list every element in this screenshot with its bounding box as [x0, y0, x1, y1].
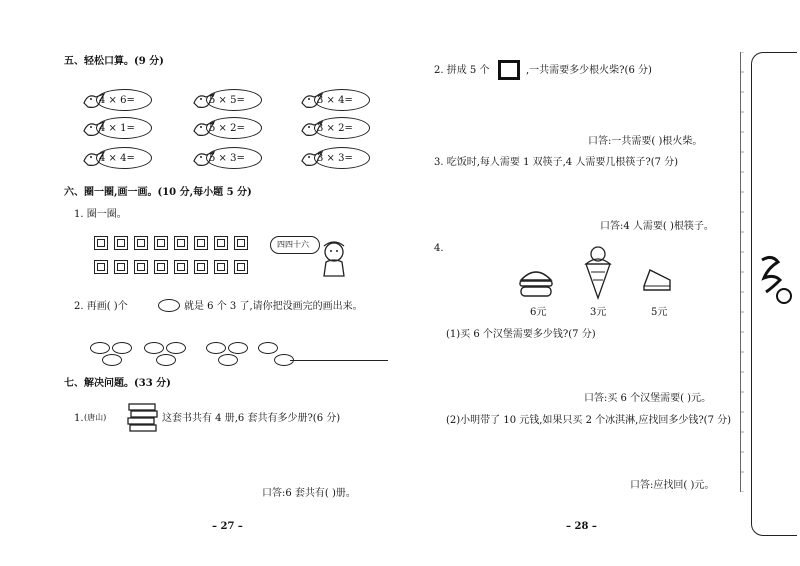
expression: 5 × 5=	[209, 95, 245, 106]
cup-icon	[94, 260, 108, 274]
egg-icon	[206, 342, 226, 354]
egg-icon	[156, 354, 176, 366]
cup-icon	[194, 236, 208, 250]
answer-chopsticks[interactable]: 口答:4 人需要( )根筷子。	[600, 221, 714, 232]
expression: 4 × 4=	[99, 153, 135, 164]
expression: 4 × 1=	[99, 123, 135, 134]
price-hamburger: 6元	[530, 307, 547, 318]
ruler-ticks	[740, 52, 746, 492]
bird-expression	[192, 88, 292, 114]
matchstick-square-icon	[498, 60, 520, 80]
egg-icon	[228, 342, 248, 354]
cup-icon	[194, 260, 208, 274]
egg-icon	[112, 342, 132, 354]
side-logo	[758, 252, 794, 312]
cup-icon	[114, 236, 128, 250]
bird-expression	[300, 116, 400, 142]
question-number-4: 4.	[434, 243, 444, 254]
expression: 3 × 4=	[317, 95, 353, 106]
cup-icon	[114, 260, 128, 274]
question-matchsticks-a: 2. 拼成 5 个	[434, 65, 490, 76]
cup-icon	[174, 260, 188, 274]
egg-icon	[144, 342, 164, 354]
egg-icon	[166, 342, 186, 354]
page-number-right: – 28 –	[566, 521, 597, 532]
question-draw-b: 就是 6 个 3 了,请你把没画完的画出来。	[184, 301, 363, 312]
child-icon	[316, 240, 350, 280]
section5-title: 五、轻松口算。(9 分)	[64, 56, 164, 67]
cup-icon	[154, 260, 168, 274]
hamburger-icon	[518, 264, 554, 300]
bird-expression	[82, 88, 182, 114]
section7-title: 七、解决问题。(33 分)	[64, 378, 171, 389]
cup-icon	[154, 236, 168, 250]
egg-icon	[258, 342, 278, 354]
question-matchsticks-b: ,一共需要多少根火柴?(6 分)	[526, 65, 652, 76]
price-cake: 5元	[651, 307, 668, 318]
cup-icon	[214, 236, 228, 250]
bird-expression	[300, 88, 400, 114]
egg-shape-icon	[158, 299, 180, 312]
question-books: 这套书共有 4 册,6 套共有多少册?(6 分)	[162, 413, 341, 424]
bird-expression	[192, 116, 292, 142]
bird-expression	[192, 146, 292, 172]
question-chopsticks: 3. 吃饭时,每人需要 1 双筷子,4 人需要几根筷子?(7 分)	[434, 157, 679, 168]
cup-icon	[234, 260, 248, 274]
answer-subquestion-1[interactable]: 口答:买 6 个汉堡需要( )元。	[584, 393, 712, 404]
cup-icon	[134, 260, 148, 274]
expression: 3 × 2=	[317, 123, 353, 134]
side-logo-mark	[758, 252, 794, 312]
egg-icon	[90, 342, 110, 354]
expression: 5 × 3=	[209, 153, 245, 164]
question-number: 1.	[74, 413, 84, 424]
section6-title: 六、圈一圈,画一画。(10 分,每小题 5 分)	[64, 187, 252, 198]
question-draw-a: 2. 再画( )个	[74, 301, 128, 312]
question-circle: 1. 圈一圈。	[74, 209, 127, 220]
cup-icon	[174, 236, 188, 250]
speech-text: 四四十六	[277, 240, 309, 249]
expression: 3 × 3=	[317, 153, 353, 164]
expression: 4 × 6=	[99, 95, 135, 106]
book-stack-icon	[126, 400, 160, 432]
answer-matchsticks[interactable]: 口答:一共需要( )根火柴。	[588, 136, 703, 147]
drawing-line[interactable]	[290, 360, 388, 361]
egg-icon	[102, 354, 122, 366]
cup-grid[interactable]	[94, 236, 254, 280]
cup-icon	[134, 236, 148, 250]
egg-icon	[218, 354, 238, 366]
expression: 5 × 2=	[209, 123, 245, 134]
bird-expression	[82, 116, 182, 142]
ice-cream-icon	[583, 244, 613, 300]
price-ice-cream: 3元	[590, 307, 607, 318]
cake-slice-icon	[642, 268, 672, 292]
subquestion-1: (1)买 6 个汉堡需要多少钱?(7 分)	[446, 329, 596, 340]
region-tag: (唐山)	[84, 413, 107, 422]
bird-expression	[82, 146, 182, 172]
answer-subquestion-2[interactable]: 口答:应找回( )元。	[630, 480, 715, 491]
cup-icon	[234, 236, 248, 250]
cup-icon	[94, 236, 108, 250]
bird-expression	[300, 146, 400, 172]
egg-groups	[90, 340, 290, 370]
speech-bubble	[270, 236, 320, 254]
answer-books[interactable]: 口答:6 套共有( )册。	[262, 488, 356, 499]
subquestion-2: (2)小明带了 10 元钱,如果只买 2 个冰淇淋,应找回多少钱?(7 分)	[446, 415, 732, 426]
page-number-left: – 27 –	[212, 521, 243, 532]
cup-icon	[214, 260, 228, 274]
